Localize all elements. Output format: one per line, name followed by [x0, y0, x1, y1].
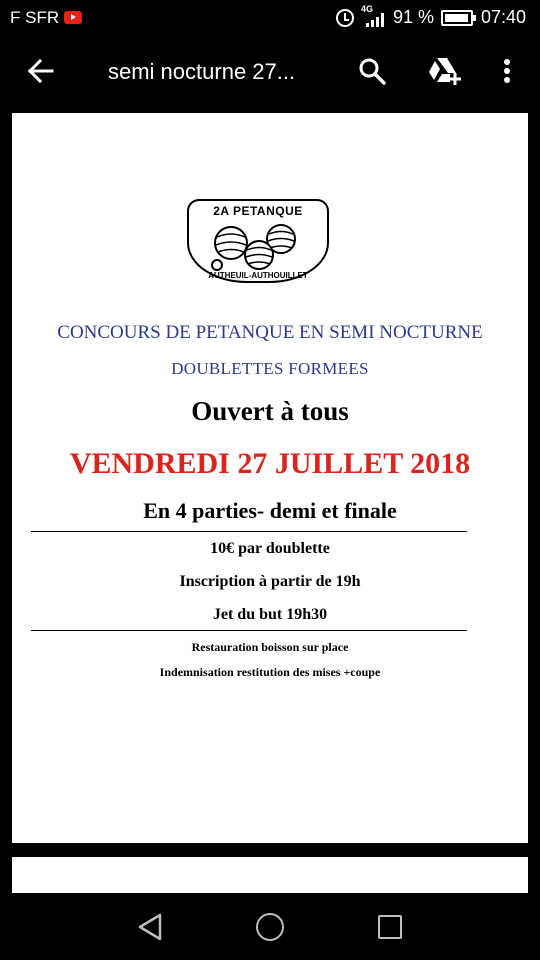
- registration-info: Inscription à partir de 19h: [179, 573, 361, 590]
- start-time-info: Jet du but 19h30: [212, 606, 328, 623]
- clock: 07:40: [481, 7, 527, 27]
- prizes-info: Indemnisation restitution des mises +coupe: [159, 665, 381, 679]
- event-format: DOUBLETTES FORMEES: [171, 359, 369, 378]
- search-icon[interactable]: [357, 56, 387, 86]
- petanque-balls-icon: [205, 221, 313, 271]
- rounds-info: En 4 parties- demi et finale: [143, 498, 397, 523]
- club-logo: [187, 199, 329, 283]
- divider: [31, 630, 467, 631]
- battery-icon: [441, 10, 473, 26]
- nav-back-icon[interactable]: [136, 912, 164, 942]
- divider: [31, 531, 467, 532]
- document-page[interactable]: [12, 113, 528, 843]
- status-bar: [0, 0, 540, 36]
- add-to-drive-icon[interactable]: [426, 56, 462, 86]
- event-date: VENDREDI 27 JUILLET 2018: [69, 447, 471, 480]
- price-info: 10€ par doublette: [210, 540, 330, 557]
- alarm-icon: [336, 9, 354, 27]
- next-document-page[interactable]: [12, 857, 528, 893]
- navigation-bar: [0, 893, 540, 960]
- network-type-label: 4G: [361, 4, 374, 14]
- carrier-label: F SFR: [10, 8, 60, 27]
- more-vert-icon[interactable]: [495, 56, 519, 86]
- open-to-all: Ouvert à tous: [191, 396, 349, 426]
- youtube-icon: [64, 11, 82, 24]
- document-title: semi nocturne 27...: [108, 59, 296, 84]
- logo-title: 2A PETANQUE: [213, 204, 303, 218]
- logo-subtitle: AUTHEUIL-AUTHOUILLET: [208, 271, 308, 280]
- event-heading: CONCOURS DE PETANQUE EN SEMI NOCTURNE: [57, 322, 483, 343]
- app-bar: [0, 36, 540, 106]
- signal-icon: [366, 13, 390, 27]
- battery-percent: 91 %: [393, 7, 435, 27]
- food-info: Restauration boisson sur place: [191, 640, 349, 654]
- nav-home-icon[interactable]: [256, 913, 284, 941]
- back-arrow-icon[interactable]: [24, 56, 56, 86]
- nav-recents-icon[interactable]: [378, 915, 402, 939]
